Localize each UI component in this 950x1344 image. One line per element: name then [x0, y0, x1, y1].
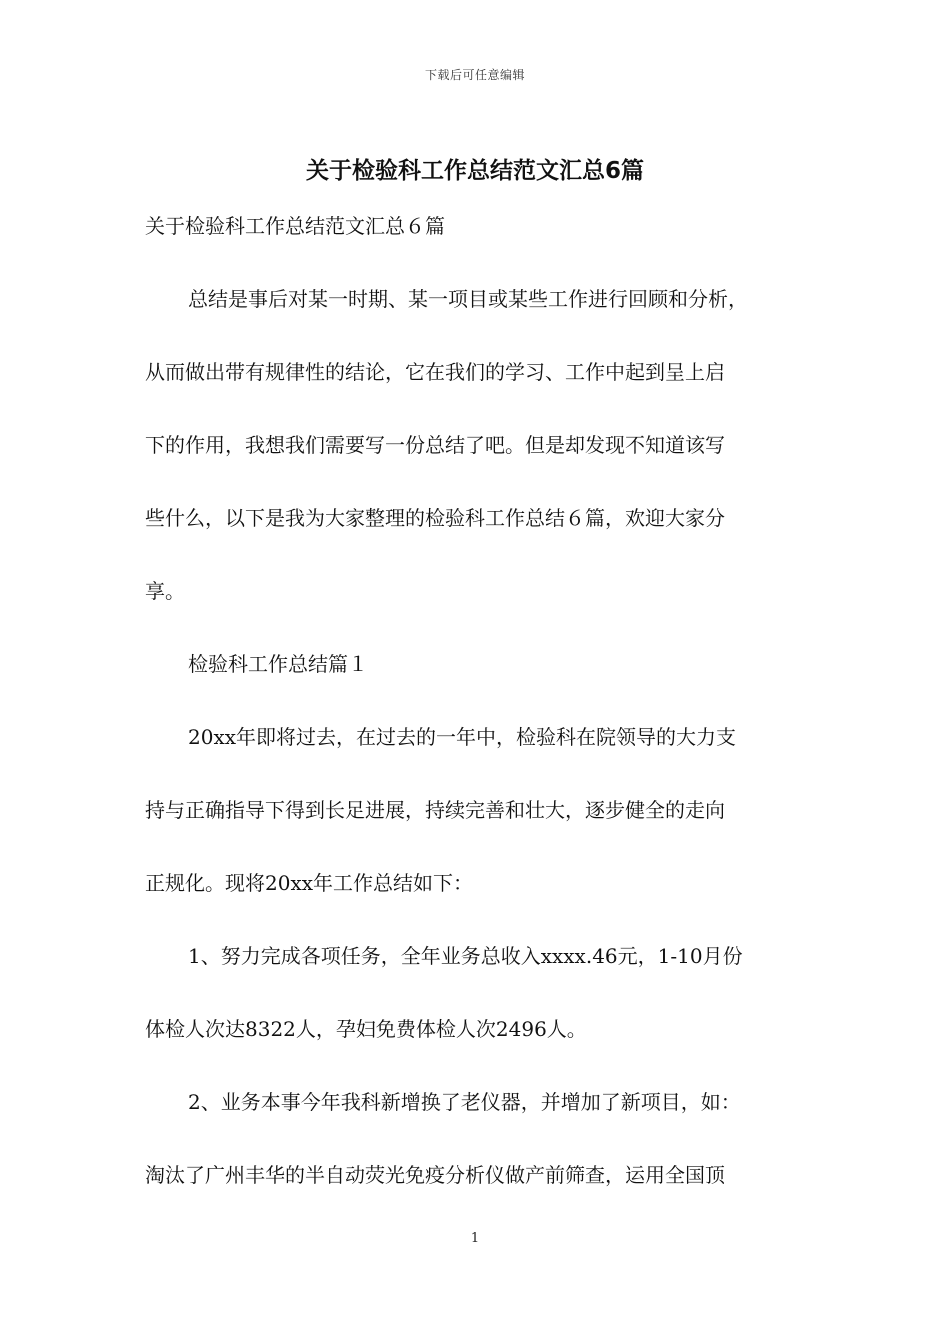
spacer [145, 682, 825, 719]
paragraph-line: 体检人次达8322人，孕妇免费体检人次2496人。 [145, 1017, 587, 1041]
spacer [145, 244, 825, 281]
document-body [145, 208, 825, 1193]
paragraph-line: 持与正确指导下得到长足进展，持续完善和壮大，逐步健全的走向 [145, 798, 725, 822]
paragraph-line: 1、努力完成各项任务，全年业务总收入xxxx.46元，1-10月份 [188, 944, 743, 968]
document-subtitle: 关于检验科工作总结范文汇总６篇 [145, 214, 445, 238]
spacer [145, 1047, 825, 1084]
paragraph-item-2 [145, 1084, 825, 1193]
paragraph-item-1 [145, 938, 825, 1047]
paragraph-line: 下的作用，我想我们需要写一份总结了吧。但是却发现不知道该写 [145, 433, 725, 457]
paragraph-line: 2、业务本事今年我科新增换了老仪器，并增加了新项目，如： [188, 1090, 741, 1114]
paragraph-line: 淘汰了广州丰华的半自动荧光免疫分析仪做产前筛查，运用全国顶 [145, 1163, 725, 1187]
paragraph-intro [145, 281, 825, 609]
paragraph-line: 正规化。现将20xx年工作总结如下： [145, 871, 474, 895]
header-note: 下载后可任意编辑 [424, 68, 525, 82]
paragraph-line: 享。 [145, 579, 185, 603]
section-heading [145, 646, 825, 682]
paragraph-line: 总结是事后对某一时期、某一项目或某些工作进行回顾和分析， [188, 287, 748, 311]
document-title: 关于检验科工作总结范文汇总6篇 [305, 158, 644, 184]
paragraph-line: 20xx年即将过去，在过去的一年中，检验科在院领导的大力支 [188, 725, 737, 749]
page-number: 1 [470, 1231, 480, 1246]
spacer [145, 901, 825, 938]
spacer [145, 609, 825, 646]
paragraph-line: 些什么，以下是我为大家整理的检验科工作总结６篇，欢迎大家分 [145, 506, 725, 530]
paragraph-overview [145, 719, 825, 901]
paragraph-line: 从而做出带有规律性的结论，它在我们的学习、工作中起到呈上启 [145, 360, 725, 384]
section-heading-text: 检验科工作总结篇１ [188, 652, 368, 676]
